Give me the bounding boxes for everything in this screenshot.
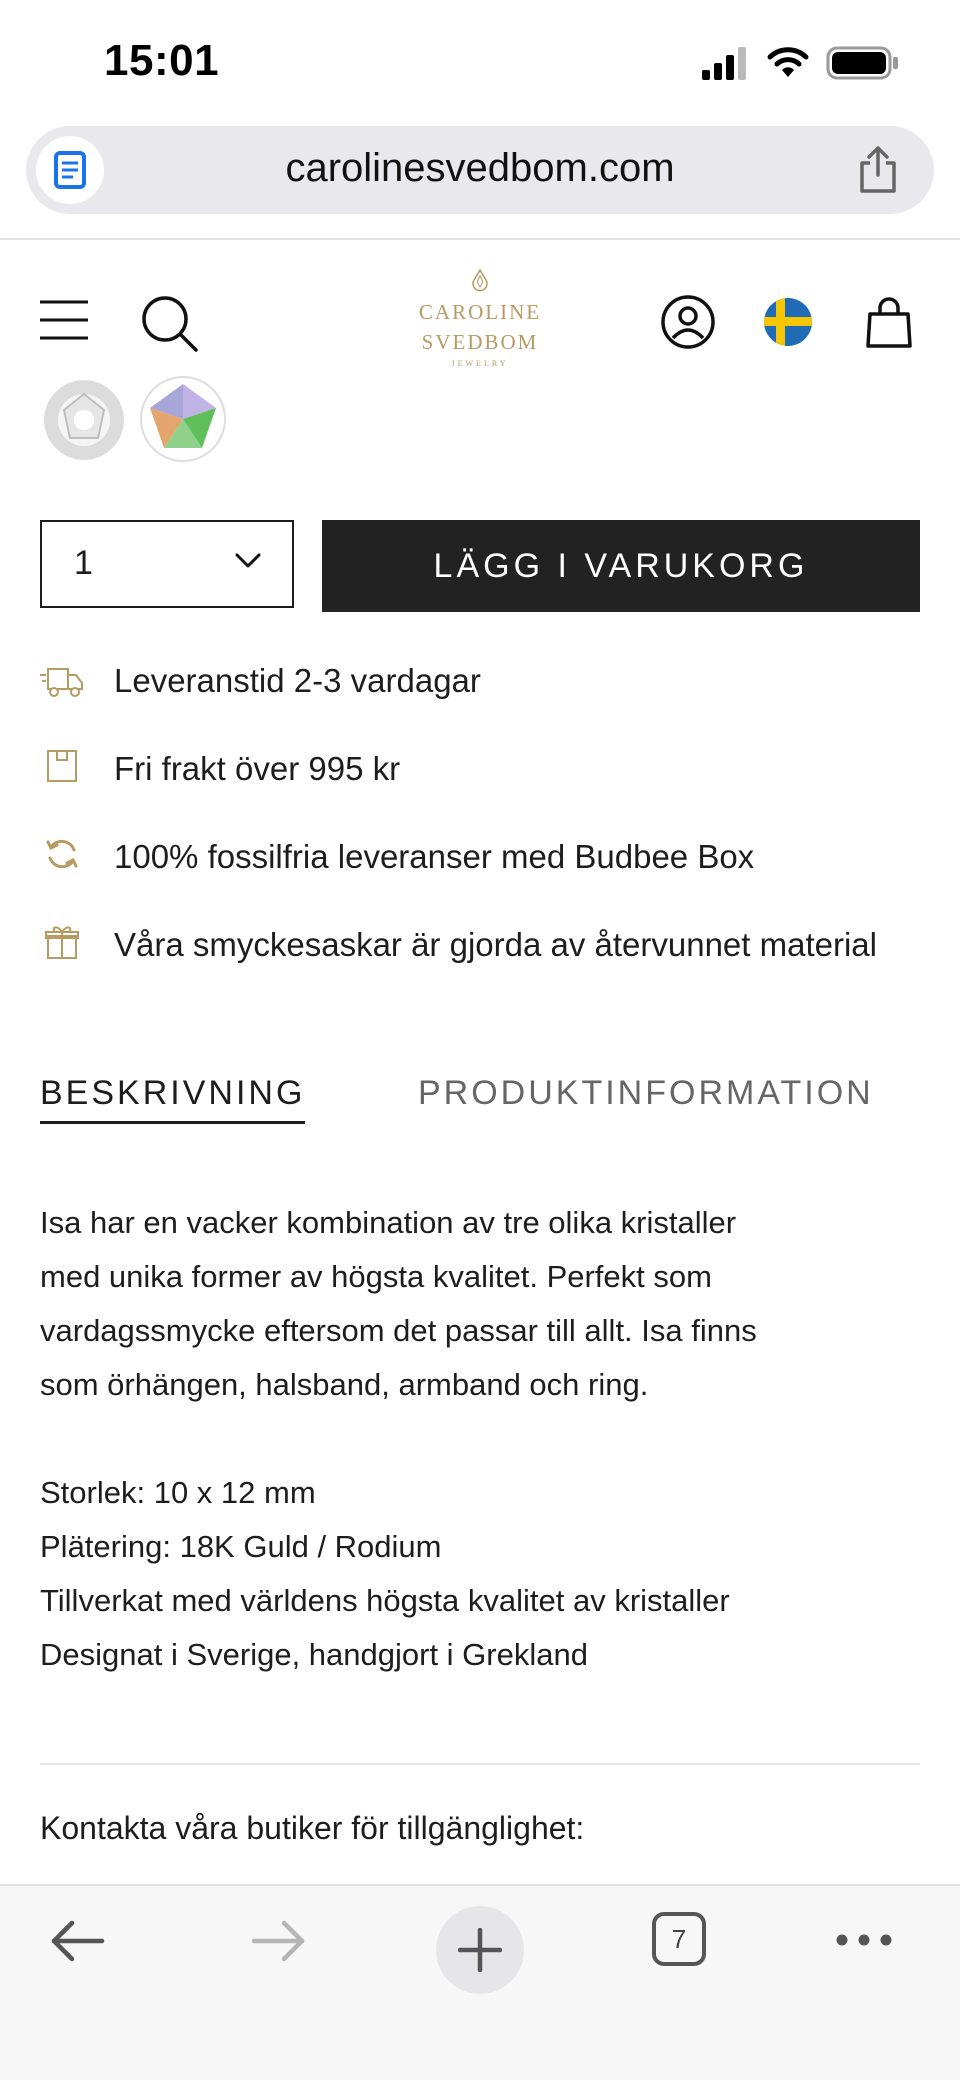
share-button[interactable] xyxy=(848,140,908,200)
spec-plating: Plätering: 18K Guld / Rodium xyxy=(40,1529,442,1564)
swatch-crystal-clear[interactable] xyxy=(44,380,124,460)
back-arrow-icon[interactable] xyxy=(48,1916,108,1971)
spec-origin: Designat i Sverige, handgjort i Grekland xyxy=(40,1637,588,1672)
menu-icon[interactable] xyxy=(38,298,90,347)
truck-icon xyxy=(40,660,84,704)
plus-icon xyxy=(458,1928,502,1972)
gift-icon xyxy=(40,920,84,964)
tab-product-information[interactable]: PRODUKTINFORMATION xyxy=(418,1074,874,1112)
swatch-multicolor[interactable] xyxy=(140,376,226,462)
description-line: som örhängen, halsband, armband och ring. xyxy=(40,1367,649,1402)
logo-line-3: JEWELRY xyxy=(451,359,509,368)
quantity-select[interactable] xyxy=(40,520,294,608)
more-options-icon[interactable] xyxy=(834,1930,894,1955)
feature-free-shipping: Fri frakt över 995 kr xyxy=(114,750,401,787)
wifi-icon xyxy=(766,44,810,85)
brand-logo[interactable] xyxy=(380,268,580,368)
status-time: 15:01 xyxy=(104,36,220,85)
search-icon[interactable] xyxy=(140,294,200,359)
tab-description[interactable]: BESKRIVNING xyxy=(40,1074,305,1124)
description-line: vardagssmycke eftersom det passar till allt. Isa finns xyxy=(40,1313,757,1348)
description-line: Isa har en vacker kombination av tre olika kristaller xyxy=(40,1205,737,1240)
spec-size: Storlek: 10 x 12 mm xyxy=(40,1475,316,1510)
battery-icon xyxy=(826,46,900,85)
contact-stores-text: Kontakta våra butiker för tillgänglighet: xyxy=(40,1810,585,1846)
logo-line-1: CAROLINE xyxy=(418,300,542,324)
address-bar[interactable] xyxy=(26,126,934,214)
account-icon[interactable] xyxy=(660,294,716,355)
forward-arrow-icon[interactable] xyxy=(248,1916,308,1971)
header-divider xyxy=(0,238,960,240)
section-divider xyxy=(40,1763,920,1765)
logo-line-2: SVEDBOM xyxy=(421,330,539,354)
quantity-value: 1 xyxy=(74,544,93,582)
recycle-icon xyxy=(40,832,84,876)
chevron-down-icon xyxy=(234,552,262,575)
diamond-drop-icon xyxy=(470,268,490,292)
shopping-bag-icon[interactable] xyxy=(864,294,914,355)
description-line: med unika former av högsta kvalitet. Perfekt som xyxy=(40,1259,712,1294)
box-icon xyxy=(40,744,84,788)
share-icon xyxy=(856,145,900,195)
feature-delivery-time: Leveranstid 2-3 vardagar xyxy=(114,662,481,699)
cellular-signal-icon xyxy=(700,46,750,85)
feature-recycled-boxes: Våra smyckesaskar är gjorda av återvunnet material xyxy=(114,926,877,963)
product-description xyxy=(40,1196,920,1412)
new-tab-button[interactable] xyxy=(436,1906,524,1994)
add-to-cart-button[interactable]: LÄGG I VARUKORG xyxy=(322,520,920,612)
feature-fossil-free: 100% fossilfria leveranser med Budbee Box xyxy=(114,838,755,875)
sweden-flag-icon[interactable] xyxy=(762,296,814,353)
spec-quality: Tillverkat med världens högsta kvalitet av kristaller xyxy=(40,1583,730,1618)
tabs-button[interactable]: 7 xyxy=(652,1912,706,1966)
url-text[interactable]: carolinesvedbom.com xyxy=(285,146,675,190)
product-specs xyxy=(40,1466,920,1682)
